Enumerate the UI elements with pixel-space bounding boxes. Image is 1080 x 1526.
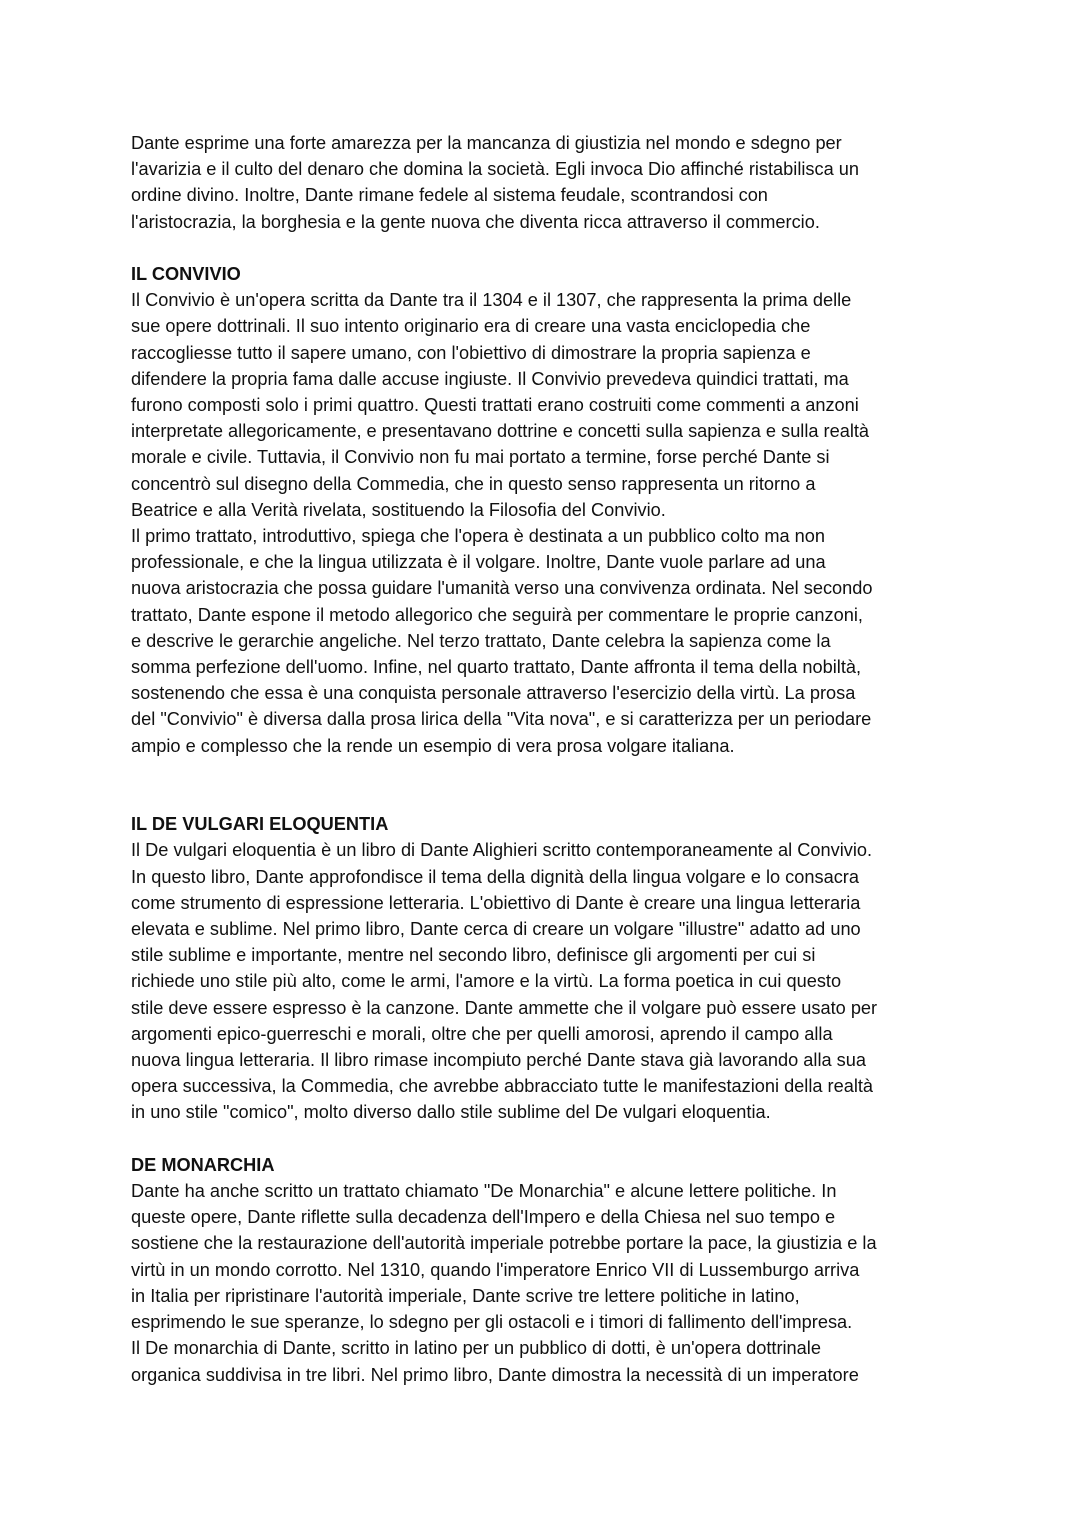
text-line: concentrò sul disegno della Commedia, che in questo senso rappresenta un ritorno a (131, 473, 816, 494)
text-line: difendere la propria fama dalle accuse ingiuste. Il Convivio prevedeva quindici trattati, ma (131, 368, 849, 389)
section-vulgari-eloquentia (131, 811, 961, 1125)
text-line: sostiene che la restaurazione dell'autorità imperiale potrebbe portare la pace, la giustizia e la (131, 1233, 877, 1254)
text-line: stile sublime e importante, mentre nel secondo libro, definisce gli argomenti per cui si (131, 945, 816, 966)
text-line: Beatrice e alla Verità rivelata, sostituendo la Filosofia del Convivio. (131, 499, 666, 520)
text-line: Dante ha anche scritto un trattato chiamato "De Monarchia" e alcune lettere politiche. In (131, 1181, 837, 1202)
text-line: l'avarizia e il culto del denaro che domina la società. Egli invoca Dio affinché ristabilisca un (131, 159, 859, 180)
text-line: morale e civile. Tuttavia, il Convivio non fu mai portato a termine, forse perché Dante si (131, 447, 830, 468)
text-line: e descrive le gerarchie angeliche. Nel terzo trattato, Dante celebra la sapienza come la (131, 630, 831, 651)
text-line: In questo libro, Dante approfondisce il tema della dignità della lingua volgare e lo consacra (131, 866, 859, 887)
text-line: interpretate allegoricamente, e presentavano dottrine e concetti sulla sapienza e sulla realtà (131, 421, 870, 442)
text-line: Dante esprime una forte amarezza per la mancanza di giustizia nel mondo e sdegno per (131, 133, 842, 153)
text-line: sostenendo che essa è una conquista personale attraverso l'esercizio della virtù. La prosa (131, 683, 856, 704)
text-line: somma perfezione dell'uomo. Infine, nel quarto trattato, Dante affronta il tema della nobiltà, (131, 657, 862, 678)
text-line: elevata e sublime. Nel primo libro, Dante cerca di creare un volgare "illustre" adatto ad uno (131, 919, 861, 940)
text-line: argomenti epico-guerreschi e morali, oltre che per quelli amorosi, aprendo il campo alla (131, 1023, 833, 1044)
spacer (131, 235, 961, 261)
text-line: Il Convivio è un'opera scritta da Dante tra il 1304 e il 1307, che rappresenta la prima delle (131, 290, 852, 311)
intro-paragraph (131, 130, 961, 235)
section-heading: IL CONVIVIO (131, 264, 241, 284)
text-line: nuova lingua letteraria. Il libro rimase incompiuto perché Dante stava già lavorando alla sua (131, 1050, 866, 1071)
text-line: richiede uno stile più alto, come le armi, l'amore e la virtù. La forma poetica in cui questo (131, 971, 842, 992)
section-de-monarchia (131, 1152, 961, 1388)
text-line: l'aristocrazia, la borghesia e la gente nuova che diventa ricca attraverso il commercio. (131, 211, 820, 232)
text-line: opera successiva, la Commedia, che avrebbe abbracciato tutte le manifestazioni della realtà (131, 1076, 874, 1097)
document-page (131, 130, 961, 1388)
text-line: trattato, Dante espone il metodo allegorico che seguirà per commentare le proprie canzoni, (131, 604, 863, 625)
text-line: ordine divino. Inoltre, Dante rimane fedele al sistema feudale, scontrandosi con (131, 185, 768, 206)
text-line: stile deve essere espresso è la canzone. Dante ammette che il volgare può essere usato per (131, 997, 878, 1018)
text-line: furono composti solo i primi quattro. Questi trattati erano costruiti come commenti a anzoni (131, 395, 859, 416)
spacer (131, 1126, 961, 1152)
text-line: sue opere dottrinali. Il suo intento originario era di creare una vasta enciclopedia che (131, 316, 811, 337)
text-line: esprimendo le sue speranze, lo sdegno per gli ostacoli e i timori di fallimento dell'impresa. (131, 1312, 853, 1333)
section-heading: DE MONARCHIA (131, 1154, 275, 1175)
text-line: raccogliesse tutto il sapere umano, con l'obiettivo di dimostrare la propria sapienza e (131, 342, 811, 363)
text-line: nuova aristocrazia che possa guidare l'umanità verso una convivenza ordinata. Nel secondo (131, 578, 873, 599)
text-line: Il De vulgari eloquentia è un libro di Dante Alighieri scritto contemporaneamente al Convivio. (131, 840, 873, 861)
text-line: Il primo trattato, introduttivo, spiega che l'opera è destinata a un pubblico colto ma non (131, 526, 826, 547)
text-line: virtù in un mondo corrotto. Nel 1310, quando l'imperatore Enrico VII di Lussemburgo arriva (131, 1259, 860, 1280)
text-line: ampio e complesso che la rende un esempio di vera prosa volgare italiana. (131, 735, 735, 756)
text-line: organica suddivisa in tre libri. Nel primo libro, Dante dimostra la necessità di un imperatore (131, 1364, 859, 1385)
text-line: professionale, e che la lingua utilizzata è il volgare. Inoltre, Dante vuole parlare ad una (131, 552, 826, 573)
text-line: come strumento di espressione letteraria. L'obiettivo di Dante è creare una lingua letteraria (131, 892, 861, 913)
spacer (131, 759, 961, 811)
text-line: queste opere, Dante riflette sulla decadenza dell'Impero e della Chiesa nel suo tempo e (131, 1207, 836, 1228)
section-heading: IL DE VULGARI ELOQUENTIA (131, 814, 389, 835)
text-line: in Italia per ripristinare l'autorità imperiale, Dante scrive tre lettere politiche in latino, (131, 1285, 800, 1306)
section-convivio (131, 261, 961, 759)
text-line: Il De monarchia di Dante, scritto in latino per un pubblico di dotti, è un'opera dottrinale (131, 1338, 821, 1359)
text-line: in uno stile "comico", molto diverso dallo stile sublime del De vulgari eloquentia. (131, 1102, 771, 1123)
text-line: del "Convivio" è diversa dalla prosa lirica della "Vita nova", e si caratterizza per un periodare (131, 709, 872, 730)
